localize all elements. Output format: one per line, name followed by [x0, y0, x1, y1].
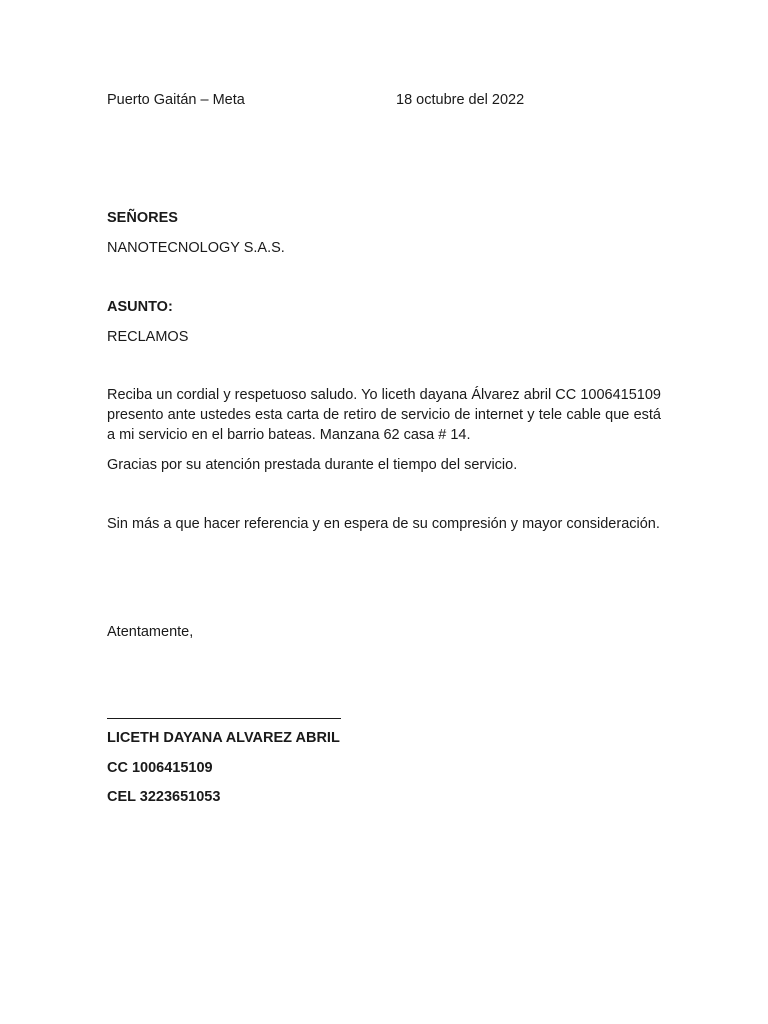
- signer-id: CC 1006415109: [107, 760, 213, 776]
- subject-heading: ASUNTO:: [107, 299, 173, 315]
- body-paragraph-closing: Sin más a que hacer referencia y en espera de su compresión y mayor consideración.: [107, 516, 660, 532]
- letter-date: 18 octubre del 2022: [396, 92, 525, 108]
- body-paragraph-greeting: Reciba un cordial y respetuoso saludo. Yo liceth dayana Álvarez abril CC 1006415109 presento ante ustedes esta carta de retiro de servicio de internet y tele cable que está a mi servicio en el barrio bateas. Manzana 62 casa # 14.: [107, 387, 661, 443]
- signature-line: [107, 718, 341, 719]
- subject-text: RECLAMOS: [107, 329, 189, 345]
- letter-place: Puerto Gaitán – Meta: [107, 92, 245, 108]
- recipient-name: NANOTECNOLOGY S.A.S.: [107, 240, 285, 256]
- body-paragraph-thanks: Gracias por su atención prestada durante el tiempo del servicio.: [107, 457, 518, 473]
- recipient-heading: SEÑORES: [107, 210, 178, 226]
- closing-text: Atentamente,: [107, 624, 194, 640]
- signer-phone: CEL 3223651053: [107, 789, 221, 805]
- signer-name: LICETH DAYANA ALVAREZ ABRIL: [107, 730, 340, 746]
